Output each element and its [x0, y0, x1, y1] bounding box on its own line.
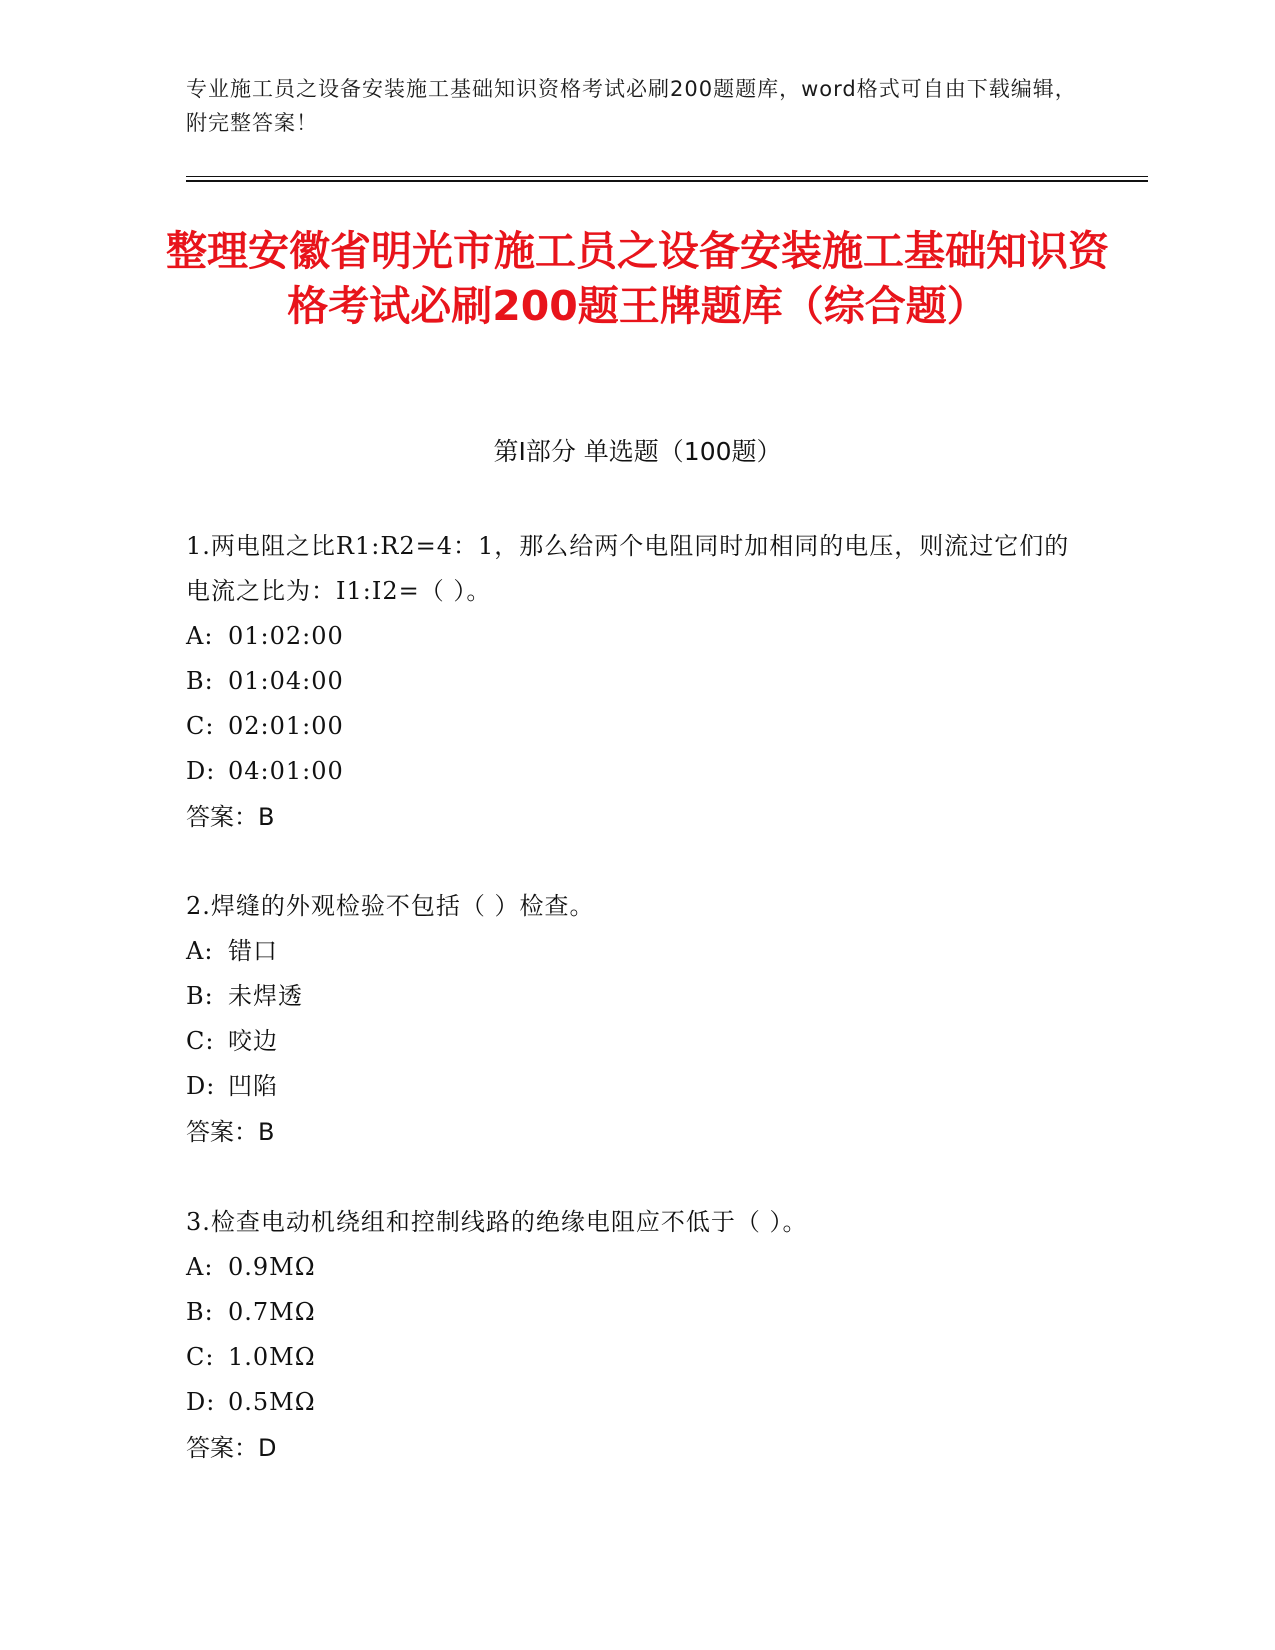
section-title: 第Ⅰ部分 单选题（100题）: [493, 437, 782, 466]
option-text: 0.7MΩ: [228, 1298, 316, 1326]
option-text: 04:01:00: [228, 757, 344, 785]
option-letter: C:: [186, 1027, 215, 1055]
option-b: [186, 659, 1076, 704]
option-text: 凹陷: [228, 1072, 278, 1100]
option-d: [186, 1380, 1076, 1425]
question-1: [186, 524, 1076, 840]
option-letter: D:: [186, 1072, 216, 1100]
option-letter: C:: [186, 1343, 215, 1371]
option-text: 0.5MΩ: [228, 1388, 316, 1416]
option-text: 01:02:00: [228, 622, 344, 650]
option-d: [186, 1064, 1076, 1109]
option-letter: D:: [186, 757, 216, 785]
header-divider-thick: [186, 180, 1148, 182]
answer-line: 答案：B: [186, 1118, 275, 1146]
option-text: 0.9MΩ: [228, 1253, 316, 1281]
option-letter: B:: [186, 1298, 214, 1326]
option-letter: A:: [186, 1253, 214, 1281]
option-text: 未焊透: [228, 982, 303, 1010]
option-b: [186, 974, 1076, 1019]
option-a: [186, 1245, 1076, 1290]
option-letter: C:: [186, 712, 215, 740]
option-a: [186, 614, 1076, 659]
option-text: 错口: [228, 937, 278, 965]
header-note: 专业施工员之设备安装施工基础知识资格考试必刷200题题库，word格式可自由下载编辑，附完整答案！: [186, 77, 1077, 135]
option-letter: D:: [186, 1388, 216, 1416]
question-stem: 3.检查电动机绕组和控制线路的绝缘电阻应不低于（ ）。: [186, 1208, 808, 1236]
answer-line: 答案：D: [186, 1434, 277, 1462]
option-letter: B:: [186, 667, 214, 695]
option-letter: A:: [186, 937, 214, 965]
header-divider-thin: [186, 176, 1148, 177]
question-3: [186, 1200, 1076, 1471]
option-c: [186, 1019, 1076, 1064]
option-c: [186, 704, 1076, 749]
option-c: [186, 1335, 1076, 1380]
question-stem: 1.两电阻之比R1:R2=4：1，那么给两个电阻同时加相同的电压，则流过它们的电流之比为：I1:I2=（ ）。: [186, 532, 1070, 605]
answer-line: 答案：B: [186, 803, 275, 831]
option-text: 咬边: [228, 1027, 278, 1055]
question-2: [186, 884, 1076, 1155]
option-text: 1.0MΩ: [228, 1343, 316, 1371]
option-text: 02:01:00: [228, 712, 344, 740]
option-d: [186, 749, 1076, 794]
option-b: [186, 1290, 1076, 1335]
option-text: 01:04:00: [228, 667, 344, 695]
document-title: 整理安徽省明光市施工员之设备安装施工基础知识资格考试必刷200题王牌题库（综合题）: [166, 227, 1109, 330]
option-letter: B:: [186, 982, 214, 1010]
question-stem: 2.焊缝的外观检验不包括（ ）检查。: [186, 892, 595, 920]
option-letter: A:: [186, 622, 214, 650]
option-a: [186, 929, 1076, 974]
